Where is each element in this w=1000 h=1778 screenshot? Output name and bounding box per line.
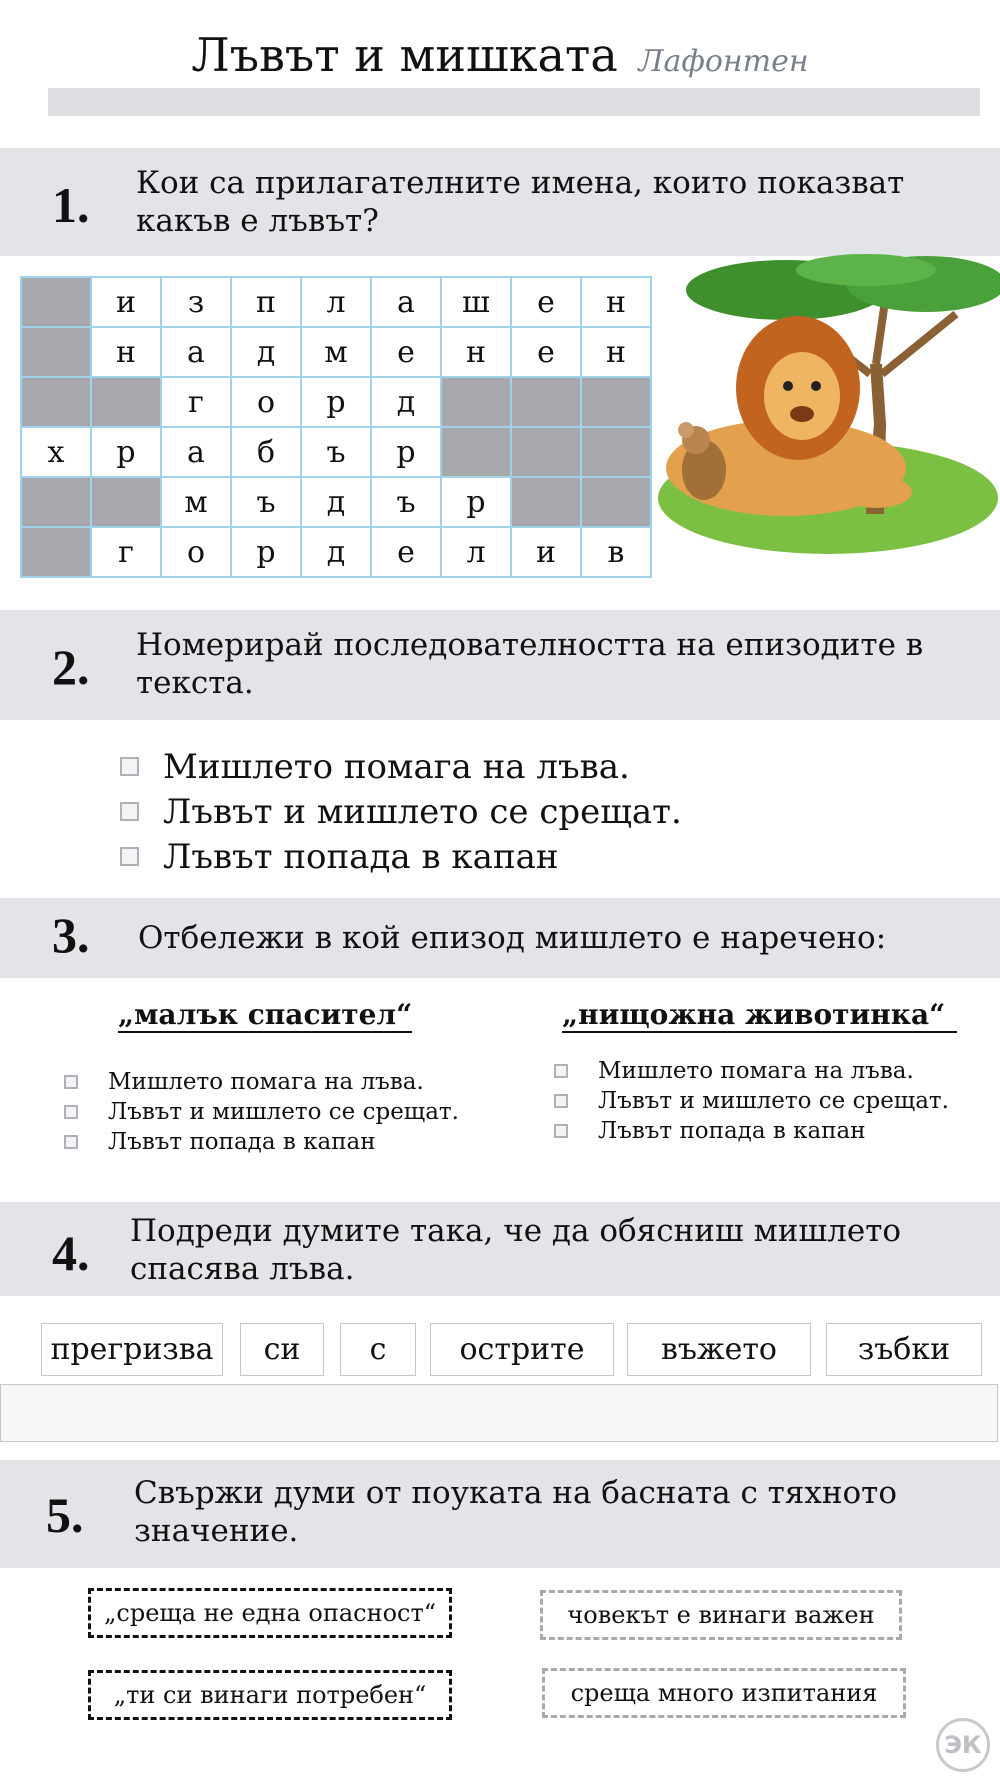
grid-cell: н xyxy=(441,327,511,377)
question-2-option[interactable]: Мишлето помага на лъва. xyxy=(120,744,682,789)
word-card[interactable]: острите xyxy=(430,1323,614,1376)
question-3-left-option[interactable]: Лъвът и мишлето се срещат. xyxy=(64,1097,459,1127)
grid-cell xyxy=(441,377,511,427)
publisher-logo: ЭК xyxy=(936,1718,990,1772)
lion-and-mouse-illustration xyxy=(656,254,1000,594)
grid-cell: з xyxy=(161,277,231,327)
grid-row xyxy=(21,427,651,477)
grid-cell: п xyxy=(231,277,301,327)
grid-cell: ш xyxy=(441,277,511,327)
grid-cell: г xyxy=(161,377,231,427)
answer-field[interactable] xyxy=(0,1384,998,1442)
grid-cell xyxy=(441,427,511,477)
question-4-line-2: спасява лъва. xyxy=(130,1251,355,1287)
question-4-text xyxy=(130,1212,901,1288)
grid-cell: е xyxy=(371,527,441,577)
title-underline-bar xyxy=(48,88,980,116)
grid-cell: н xyxy=(581,327,651,377)
grid-cell: л xyxy=(301,277,371,327)
grid-cell: м xyxy=(161,477,231,527)
grid-cell: е xyxy=(511,277,581,327)
question-5-line-1: Свържи думи от поуката на басната с тяхното xyxy=(134,1475,897,1511)
question-5-text xyxy=(134,1474,897,1550)
grid-cell: а xyxy=(371,277,441,327)
question-3-left-heading: „малък спасител“ xyxy=(118,998,413,1031)
meaning-card[interactable]: среща много изпитания xyxy=(542,1668,906,1718)
grid-cell: и xyxy=(511,527,581,577)
grid-cell xyxy=(581,377,651,427)
grid-cell: н xyxy=(581,277,651,327)
question-3-right-option[interactable]: Мишлето помага на лъва. xyxy=(554,1056,949,1086)
question-2-line-1: Номерирай последователността на епизодите в xyxy=(136,627,924,663)
question-3-right-option[interactable]: Лъвът попада в капан xyxy=(554,1116,949,1146)
question-4-number: 4. xyxy=(52,1225,90,1281)
question-1-text xyxy=(136,164,904,240)
grid-cell: р xyxy=(231,527,301,577)
crossword-grid xyxy=(20,276,652,578)
grid-cell xyxy=(581,477,651,527)
checkbox[interactable] xyxy=(120,802,139,821)
question-2-text xyxy=(136,626,923,702)
title-main: Лъвът и мишката xyxy=(191,28,618,82)
checkbox[interactable] xyxy=(120,847,139,866)
grid-cell: р xyxy=(441,477,511,527)
grid-cell xyxy=(21,527,91,577)
word-card[interactable]: прегризва xyxy=(41,1323,223,1376)
grid-row xyxy=(21,527,651,577)
question-4-line-1: Подреди думите така, че да обясниш мишлето xyxy=(130,1213,902,1249)
grid-cell: ъ xyxy=(231,477,301,527)
checkbox[interactable] xyxy=(554,1094,568,1108)
grid-cell: р xyxy=(91,427,161,477)
checkbox[interactable] xyxy=(64,1075,78,1089)
grid-cell: и xyxy=(91,277,161,327)
grid-cell: г xyxy=(91,527,161,577)
grid-cell xyxy=(21,377,91,427)
question-2-line-2: текста. xyxy=(136,665,254,701)
title-author: Лафонтен xyxy=(638,44,809,79)
grid-row xyxy=(21,327,651,377)
lion-face xyxy=(764,352,840,440)
word-card[interactable]: си xyxy=(240,1323,324,1376)
grid-cell: а xyxy=(161,327,231,377)
question-2-option[interactable]: Лъвът и мишлето се срещат. xyxy=(120,789,682,834)
page-title xyxy=(0,28,1000,82)
grid-cell: х xyxy=(21,427,91,477)
question-2-number: 2. xyxy=(52,639,90,695)
grid-cell: д xyxy=(301,477,371,527)
checkbox[interactable] xyxy=(64,1135,78,1149)
question-3-right-option[interactable]: Лъвът и мишлето се срещат. xyxy=(554,1086,949,1116)
grid-cell: д xyxy=(231,327,301,377)
question-2-option[interactable]: Лъвът попада в капан xyxy=(120,834,682,879)
word-card[interactable]: зъбки xyxy=(826,1323,982,1376)
grid-cell xyxy=(21,327,91,377)
grid-cell: ъ xyxy=(301,427,371,477)
question-2-options xyxy=(120,744,682,879)
grid-cell xyxy=(581,427,651,477)
grid-cell xyxy=(21,277,91,327)
grid-cell: е xyxy=(371,327,441,377)
word-card[interactable]: с xyxy=(340,1323,416,1376)
grid-cell: о xyxy=(231,377,301,427)
grid-cell: ъ xyxy=(371,477,441,527)
question-1-line-2: какъв е лъвът? xyxy=(136,203,379,239)
grid-cell xyxy=(21,477,91,527)
grid-cell: а xyxy=(161,427,231,477)
grid-cell xyxy=(511,377,581,427)
grid-row xyxy=(21,477,651,527)
grid-cell xyxy=(511,427,581,477)
grid-cell: о xyxy=(161,527,231,577)
question-3-text: Отбележи в кой епизод мишлето е наречено: xyxy=(138,920,887,956)
grid-cell: б xyxy=(231,427,301,477)
grid-cell xyxy=(91,477,161,527)
question-1-number: 1. xyxy=(52,177,90,233)
question-3-left-options xyxy=(64,1067,459,1157)
grid-cell: д xyxy=(301,527,371,577)
question-1-line-1: Кои са прилагателните имена, които показват xyxy=(136,165,905,201)
grid-cell: е xyxy=(511,327,581,377)
grid-cell: р xyxy=(371,427,441,477)
question-5-line-2: значение. xyxy=(134,1513,299,1549)
checkbox[interactable] xyxy=(554,1124,568,1138)
question-3-right-options xyxy=(554,1056,949,1146)
phrase-card[interactable]: „ти си винаги потребен“ xyxy=(88,1670,452,1720)
checkbox[interactable] xyxy=(64,1105,78,1119)
checkbox[interactable] xyxy=(554,1064,568,1078)
meaning-card[interactable]: човекът е винаги важен xyxy=(540,1590,902,1640)
grid-row xyxy=(21,277,651,327)
word-card[interactable]: въжето xyxy=(627,1323,811,1376)
grid-cell: в xyxy=(581,527,651,577)
question-3-left-option[interactable]: Лъвът попада в капан xyxy=(64,1127,459,1157)
grid-cell: м xyxy=(301,327,371,377)
grid-row xyxy=(21,377,651,427)
grid-cell xyxy=(91,377,161,427)
phrase-card[interactable]: „среща не една опасност“ xyxy=(88,1588,452,1638)
grid-cell: р xyxy=(301,377,371,427)
question-5-number: 5. xyxy=(46,1487,84,1543)
question-3-number: 3. xyxy=(52,907,90,963)
grid-cell: д xyxy=(371,377,441,427)
grid-cell xyxy=(511,477,581,527)
grid-cell: л xyxy=(441,527,511,577)
question-3-left-option[interactable]: Мишлето помага на лъва. xyxy=(64,1067,459,1097)
grid-cell: н xyxy=(91,327,161,377)
question-3-right-heading: „нищожна животинка“ xyxy=(562,998,957,1033)
checkbox[interactable] xyxy=(120,757,139,776)
